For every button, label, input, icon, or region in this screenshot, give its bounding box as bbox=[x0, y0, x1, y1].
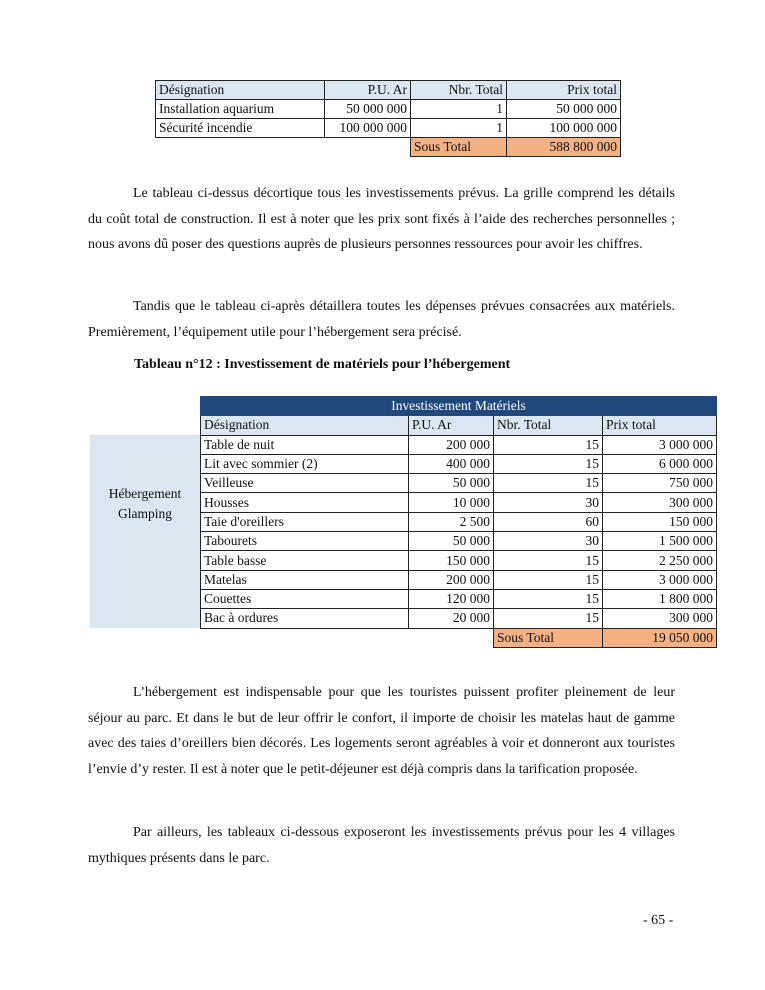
cell-unit-price: 50 000 bbox=[409, 474, 494, 493]
header-quantity: Nbr. Total bbox=[411, 81, 507, 100]
category-label-line1: Hébergement bbox=[108, 485, 182, 501]
cell-designation: Matelas bbox=[201, 570, 409, 589]
table-title-row bbox=[90, 397, 717, 416]
cell-unit-price: 50 000 000 bbox=[325, 100, 411, 119]
cell-designation: Lit avec sommier (2) bbox=[201, 454, 409, 473]
category-label-line2: Glamping bbox=[118, 505, 172, 521]
cell-total-price: 3 000 000 bbox=[603, 570, 717, 589]
subtotal-value: 588 800 000 bbox=[507, 138, 621, 157]
paragraph-2 bbox=[88, 294, 675, 345]
cell-quantity: 15 bbox=[494, 474, 603, 493]
table-row bbox=[156, 100, 621, 119]
header-unit-price: P.U. Ar bbox=[325, 81, 411, 100]
table-row bbox=[156, 119, 621, 138]
cell-total-price: 3 000 000 bbox=[603, 435, 717, 454]
table-row bbox=[90, 435, 717, 454]
cell-quantity: 15 bbox=[494, 609, 603, 628]
cell-unit-price: 10 000 bbox=[409, 493, 494, 512]
table-caption: Tableau n°12 : Investissement de matériels pour l’hébergement bbox=[134, 357, 511, 372]
paragraph-text: L’hébergement est indispensable pour que les touristes puissent profiter pleinement de leur séjour au parc. Et dans le but de leur offrir le confort, il importe de choisir les matelas haut de gamme avec des taies d’oreillers bien décorés. Les logements seront agréables à voir et donneront aux touristes l’envie d’y rester. Il est à noter que le petit-déjeuner est déjà compris dans la tarification proposée. bbox=[88, 685, 675, 777]
cell-quantity: 15 bbox=[494, 589, 603, 608]
empty-cell bbox=[156, 138, 325, 157]
materials-investment-table bbox=[90, 396, 717, 648]
empty-cell bbox=[90, 397, 201, 416]
cell-total-price: 50 000 000 bbox=[507, 100, 621, 119]
header-unit-price: P.U. Ar bbox=[409, 416, 494, 435]
cell-quantity: 1 bbox=[411, 100, 507, 119]
subtotal-label: Sous Total bbox=[494, 628, 603, 647]
cell-designation: Veilleuse bbox=[201, 474, 409, 493]
cell-designation: Table basse bbox=[201, 551, 409, 570]
subtotal-row bbox=[90, 628, 717, 647]
table-title: Investissement Matériels bbox=[201, 397, 717, 416]
cell-unit-price: 150 000 bbox=[409, 551, 494, 570]
cell-designation: Sécurité incendie bbox=[156, 119, 325, 138]
cell-designation: Couettes bbox=[201, 589, 409, 608]
cell-total-price: 2 250 000 bbox=[603, 551, 717, 570]
subtotal-value: 19 050 000 bbox=[603, 628, 717, 647]
cell-total-price: 750 000 bbox=[603, 474, 717, 493]
paragraph-text: Par ailleurs, les tableaux ci-dessous exposeront les investissements prévus pour les 4 villages mythiques présents dans le parc. bbox=[88, 825, 675, 866]
subtotal-label: Sous Total bbox=[411, 138, 507, 157]
cell-quantity: 15 bbox=[494, 551, 603, 570]
header-total-price: Prix total bbox=[603, 416, 717, 435]
empty-cell bbox=[201, 628, 409, 647]
cell-quantity: 1 bbox=[411, 119, 507, 138]
paragraph-3 bbox=[88, 680, 675, 782]
paragraph-text: Le tableau ci-dessus décortique tous les investissements prévus. La grille comprend les détails du coût total de construction. Il est à noter que les prix sont fixés à l’aide des recherches personnelles ; nous avons dû poser des questions auprès de plusieurs personnes ressources pour avoir les chiffres. bbox=[88, 186, 675, 252]
cell-quantity: 60 bbox=[494, 512, 603, 531]
cell-unit-price: 400 000 bbox=[409, 454, 494, 473]
cell-total-price: 300 000 bbox=[603, 609, 717, 628]
page-number: - 65 - bbox=[643, 913, 674, 928]
cell-unit-price: 200 000 bbox=[409, 570, 494, 589]
table-header-row bbox=[156, 81, 621, 100]
cell-designation: Table de nuit bbox=[201, 435, 409, 454]
cell-quantity: 30 bbox=[494, 493, 603, 512]
cell-unit-price: 50 000 bbox=[409, 532, 494, 551]
cell-unit-price: 20 000 bbox=[409, 609, 494, 628]
empty-cell bbox=[409, 628, 494, 647]
cell-total-price: 150 000 bbox=[603, 512, 717, 531]
table-header-row bbox=[90, 416, 717, 435]
paragraph-1 bbox=[88, 181, 675, 258]
category-cell bbox=[90, 435, 201, 628]
cell-total-price: 300 000 bbox=[603, 493, 717, 512]
cell-unit-price: 100 000 000 bbox=[325, 119, 411, 138]
header-designation: Désignation bbox=[156, 81, 325, 100]
cell-total-price: 6 000 000 bbox=[603, 454, 717, 473]
cell-total-price: 1 800 000 bbox=[603, 589, 717, 608]
subtotal-row bbox=[156, 138, 621, 157]
empty-cell bbox=[90, 628, 201, 647]
cell-quantity: 15 bbox=[494, 570, 603, 589]
cell-total-price: 100 000 000 bbox=[507, 119, 621, 138]
paragraph-4 bbox=[88, 820, 675, 871]
cell-unit-price: 120 000 bbox=[409, 589, 494, 608]
cell-designation: Tabourets bbox=[201, 532, 409, 551]
cell-quantity: 30 bbox=[494, 532, 603, 551]
cell-unit-price: 2 500 bbox=[409, 512, 494, 531]
cell-designation: Housses bbox=[201, 493, 409, 512]
cell-total-price: 1 500 000 bbox=[603, 532, 717, 551]
empty-cell bbox=[90, 416, 201, 435]
cell-designation: Installation aquarium bbox=[156, 100, 325, 119]
cell-quantity: 15 bbox=[494, 435, 603, 454]
header-total-price: Prix total bbox=[507, 81, 621, 100]
header-quantity: Nbr. Total bbox=[494, 416, 603, 435]
cell-designation: Taie d'oreillers bbox=[201, 512, 409, 531]
header-designation: Désignation bbox=[201, 416, 409, 435]
cell-designation: Bac à ordures bbox=[201, 609, 409, 628]
paragraph-text: Tandis que le tableau ci-après détaillera toutes les dépenses prévues consacrées aux matériels. Premièrement, l’équipement utile pour l’hébergement sera précisé. bbox=[88, 299, 675, 340]
construction-cost-table bbox=[155, 80, 621, 157]
cell-quantity: 15 bbox=[494, 454, 603, 473]
empty-cell bbox=[325, 138, 411, 157]
cell-unit-price: 200 000 bbox=[409, 435, 494, 454]
